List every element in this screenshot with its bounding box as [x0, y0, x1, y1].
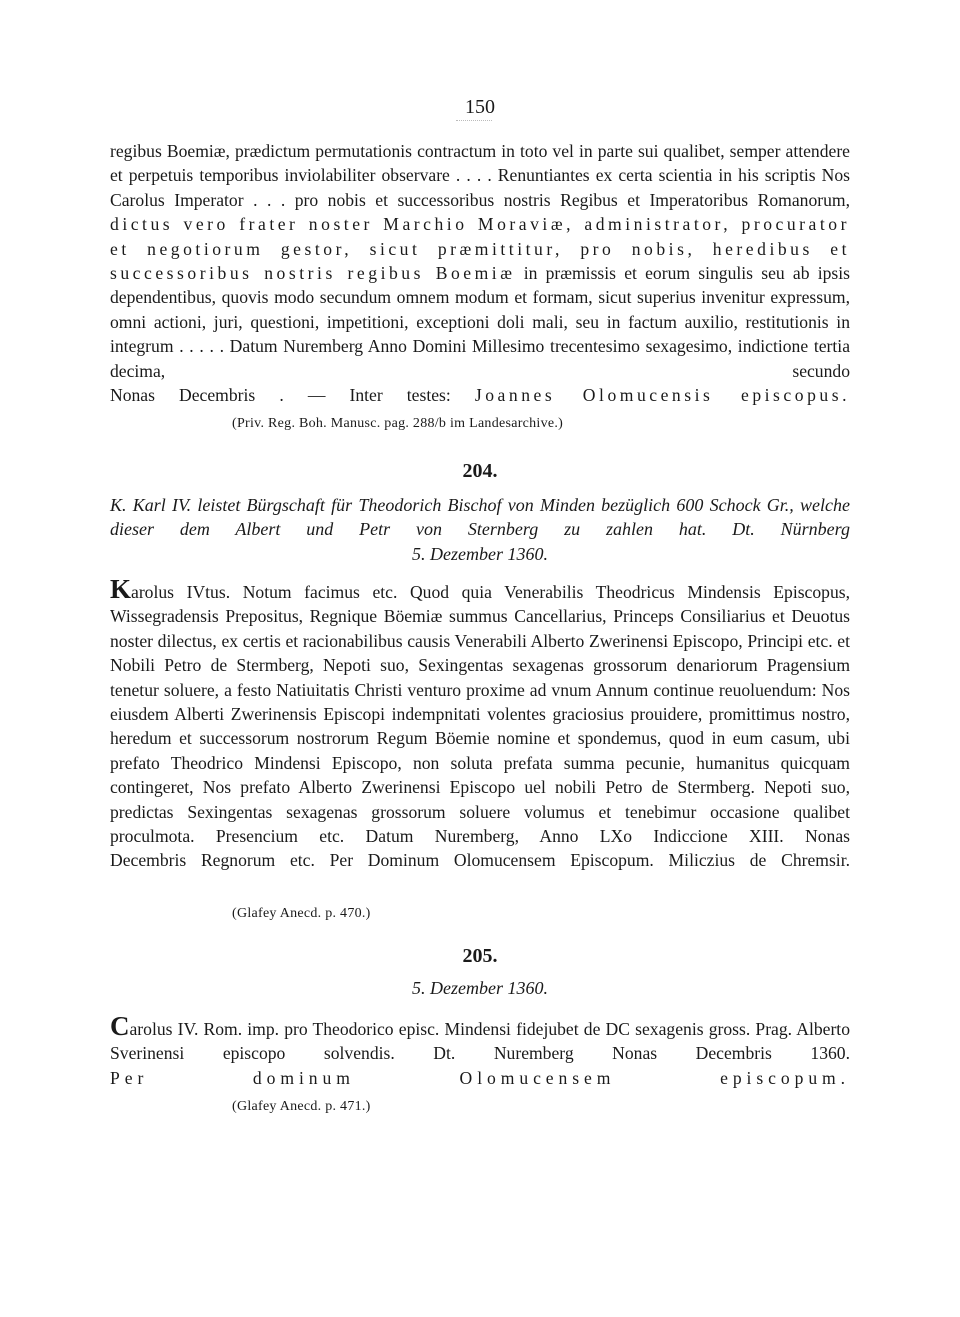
document-204-initial: K	[110, 574, 132, 604]
document-204-number: 204.	[462, 460, 498, 482]
continuation-last-spaced: Joannes Olomucensis episcopus.	[474, 385, 850, 406]
document-205-last-line: Per dominum Olomucensem episcopum.	[110, 1067, 850, 1088]
document-204-source: (Glafey Anecd. p. 470.)	[232, 906, 371, 921]
page-number-rule	[456, 120, 492, 121]
document-204-regest-date: 5. Dezember 1360.	[412, 543, 548, 564]
continuation-text: regibus Boemiæ, prædictum permutationis contractum in toto vel in parte sui qualibet, semper attendere et perpetuis temporibus inviolabiliter observare . . . . Renuntiantes ex certa scientia in his scriptis Nos Carolus Imperator . . . pro nobis et successoribus nostris Regibus et Imperatoribus Romanorum,	[110, 141, 850, 210]
continuation-last-line	[110, 383, 850, 407]
document-205-date: 5. Dezember 1360.	[412, 978, 548, 998]
document-205-number: 205.	[462, 945, 498, 967]
document-204-regest-text: K. Karl IV. leistet Bürgschaft für Theodorich Bischof von Minden bezüglich 600 Schock Gr., welche dieser dem Albert und Petr von Sternberg zu zahlen hat. Dt. Nürnberg	[110, 495, 850, 540]
document-205-body-text: arolus IV. Rom. imp. pro Theodorico episc. Mindensi fidejubet de DC sexagenis gross. Prag. Alberto Sverinensi episcopo solvendis. Dt. Nuremberg Nonas Decembris 1360.	[110, 1019, 850, 1064]
continuation-text-after: in præmissis et eorum singulis seu ab ipsis dependentibus, quovis modo secundum omnem modum et formam, sicut superius invenitur expressum, omni actioni, juri, questioni, impetitioni, exceptioni doli mali, seu in factum auxilio, restitutionis in integrum . . . . . Datum Nuremberg Anno Domini Millesimo trecentesimo sexagesimo, indictione tertia decima, secundo	[110, 263, 850, 381]
document-204-body	[110, 574, 850, 873]
continuation-source: (Priv. Reg. Boh. Manusc. pag. 288/b im Landesarchive.)	[232, 416, 564, 431]
document-205-source: (Glafey Anecd. p. 471.)	[232, 1099, 371, 1114]
page-number: 150	[465, 96, 495, 118]
document-205-initial: C	[110, 1011, 130, 1041]
document-204-body-text: arolus IVtus. Notum facimus etc. Quod quia Venerabilis Theodricus Mindensis Episcopus, Wissegradensis Prepositus, Regnique Böemiæ summus Cancellarius, Princeps Consiliarius et Deuotus noster dilectus, ex certis et racionabilibus causis Venerabili Alberto Zwerinensi Episcopo, Principi etc. et Nobili Petro de Stermberg, Nepoti suo, Sexingentas sexagenas grossorum denariorum Pragensium tenetur soluere, a festo Natiuitatis Christi venturo proxime ad vnum Annum continue reuoluendum: Nos eiusdem Alberti Zwerinensis Episcopi indempnitati volentes graciosius prouidere, promittimus nostro, heredum et successorum nostrorum Regum Böemie nomine et spondemus, quod in eum casum, ubi prefato Theodrico Mindensi Episcopo, non soluta prefata summa pecunie, humanitus quicquam contingeret, Nos prefato Alberto Zwerinensi Episcopo uel nobili Petro de Stermberg. Nepoti suo, predictas Sexingentas sexagenas grossorum soluere volumus et tenebimur occasione qualibet proculmota. Presencium etc. Datum Nuremberg, Anno LXo Indiccione XIII. Nonas	[110, 582, 850, 847]
continuation-paragraph	[110, 139, 850, 407]
document-204-last-line: Decembris Regnorum etc. Per Dominum Olomucensem Episcopum. Miliczius de Chremsir.	[110, 850, 850, 871]
continuation-last-plain: Nonas Decembris . — Inter testes:	[110, 385, 451, 406]
document-205-body	[110, 1011, 850, 1090]
document-204-regest	[110, 493, 850, 566]
continuation-spaced-text: dictus vero frater noster Marchio Moraviæ, administrator, procurator et negotiorum gestor, sicut præmittitur, pro nobis, heredibus et successoribus nostris regibus Boemiæ	[110, 214, 850, 284]
